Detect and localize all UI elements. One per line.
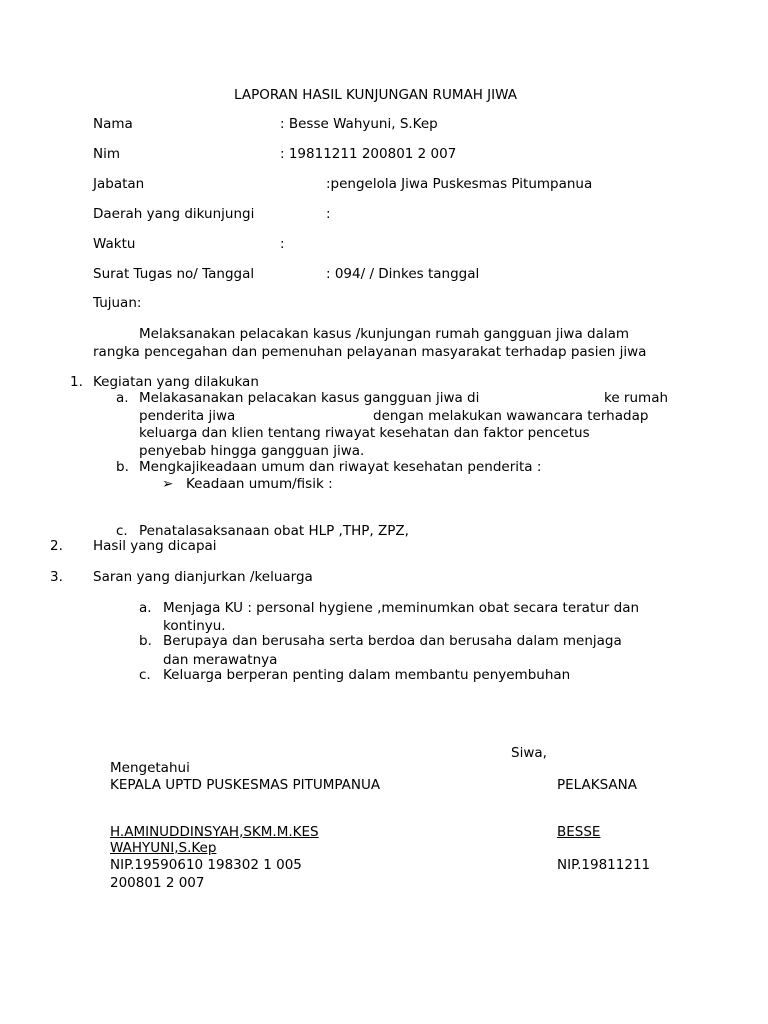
section-3-title: Saran yang dianjurkan /keluarga xyxy=(93,569,313,585)
item-3b-line1: Berupaya dan berusaha serta berdoa dan berusaha dalam menjaga xyxy=(163,633,622,649)
item-1b-sub: Keadaan umum/fisik : xyxy=(186,476,333,492)
item-1a-line1-left: Melakasanakan pelacakan kasus gangguan jiwa di xyxy=(139,390,480,406)
field-label-daerah: Daerah yang dikunjungi xyxy=(93,206,255,222)
field-value-surat-tugas: : 094/ / Dinkes tanggal xyxy=(326,266,480,282)
field-value-nim: : 19811211 200801 2 007 xyxy=(280,146,457,162)
item-1a-line1-right: ke rumah xyxy=(604,390,669,406)
item-1b-marker: b. xyxy=(116,459,129,475)
field-value-daerah: : xyxy=(326,206,331,222)
item-1c-marker: c. xyxy=(116,523,128,539)
item-3a-line2: kontinyu. xyxy=(163,618,226,634)
signature-right-name-line2: WAHYUNI,S.Kep xyxy=(110,840,217,856)
signature-right-role: PELAKSANA xyxy=(557,777,637,793)
section-1-title: Kegiatan yang dilakukan xyxy=(93,374,259,390)
signature-left-role: KEPALA UPTD PUSKESMAS PITUMPANUA xyxy=(110,777,381,793)
item-1a-line2-right: dengan melakukan wawancara terhadap xyxy=(373,408,649,424)
item-3a-marker: a. xyxy=(139,600,152,616)
signature-right-nip-line1: NIP.19811211 xyxy=(557,857,651,873)
signature-left-heading: Mengetahui xyxy=(110,760,190,776)
section-1-number: 1. xyxy=(70,374,83,390)
item-1b-line1: Mengkajikeadaan umum dan riwayat kesehatan penderita : xyxy=(139,459,542,475)
tujuan-label: Tujuan: xyxy=(93,295,142,311)
item-3b-marker: b. xyxy=(139,633,152,649)
item-3b-line2: dan merawatnya xyxy=(163,652,278,668)
section-2-title: Hasil yang dicapai xyxy=(93,538,217,554)
signature-left-name: H.AMINUDDINSYAH,SKM.M.KES xyxy=(110,824,319,840)
field-value-jabatan: :pengelola Jiwa Puskesmas Pitumpanua xyxy=(326,176,593,192)
item-1a-line3: keluarga dan klien tentang riwayat kesehatan dan faktor pencetus xyxy=(139,425,590,441)
field-label-nama: Nama xyxy=(93,116,133,132)
field-label-waktu: Waktu xyxy=(93,236,136,252)
section-3-number: 3. xyxy=(50,569,63,585)
signature-right-name-line1: BESSE xyxy=(557,824,601,840)
item-1c-line1: Penatalasaksanaan obat HLP ,THP, ZPZ, xyxy=(139,523,409,539)
item-1a-marker: a. xyxy=(116,390,129,406)
tujuan-text-line2: rangka pencegahan dan pemenuhan pelayanan masyarakat terhadap pasien jiwa xyxy=(93,344,647,360)
item-1a-line4: penyebab hingga gangguan jiwa. xyxy=(139,443,365,459)
field-label-nim: Nim xyxy=(93,146,120,162)
signature-place: Siwa, xyxy=(511,745,547,761)
arrow-bullet-icon: ➢ xyxy=(162,476,174,492)
tujuan-text-line1: Melaksanakan pelacakan kasus /kunjungan rumah gangguan jiwa dalam xyxy=(139,326,630,342)
signature-right-nip-line2: 200801 2 007 xyxy=(110,875,205,891)
field-label-jabatan: Jabatan xyxy=(93,176,145,192)
item-3c-marker: c. xyxy=(139,667,151,683)
signature-left-nip: NIP.19590610 198302 1 005 xyxy=(110,857,302,873)
item-1a-line2-left: penderita jiwa xyxy=(139,408,236,424)
field-value-waktu: : xyxy=(280,236,285,252)
item-3c-line1: Keluarga berperan penting dalam membantu penyembuhan xyxy=(163,667,571,683)
document-title: LAPORAN HASIL KUNJUNGAN RUMAH JIWA xyxy=(234,87,517,103)
item-3a-line1: Menjaga KU : personal hygiene ,meminumkan obat secara teratur dan xyxy=(163,600,640,616)
field-value-nama: : Besse Wahyuni, S.Kep xyxy=(280,116,438,132)
field-label-surat-tugas: Surat Tugas no/ Tanggal xyxy=(93,266,255,282)
section-2-number: 2. xyxy=(50,538,63,554)
